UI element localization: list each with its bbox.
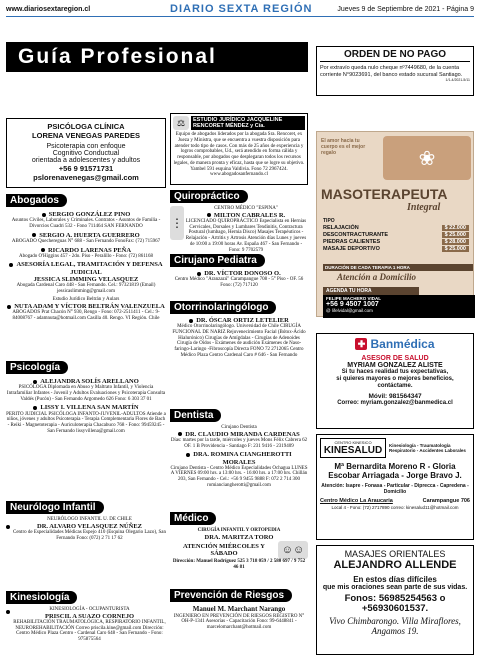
- psicologa-ad: [6, 118, 166, 188]
- psychologist-name: ALEJANDRA SOLÍS ARELLANO: [40, 378, 139, 385]
- riesgos-heading: Prevención de Riesgos: [170, 589, 292, 602]
- bullet-icon: [186, 453, 190, 457]
- medico-heading: Médico: [170, 512, 216, 525]
- kinesalud-center: Centro Médico La Araucaria: [320, 498, 393, 505]
- medico-attention: ATENCIÓN MIÉRCOLES Y SÁBADO: [183, 542, 265, 557]
- banmedica-line: Si tu haces realidad tus expectativas,: [341, 369, 449, 375]
- masajes-line: En estos días difíciles: [353, 575, 437, 584]
- lawyer-firm: ASESORÍA LEGAL, TRAMITACIÓN Y DEFENSA JUDICIAL: [16, 261, 163, 276]
- psicologa-title: PSICÓLOGA CLÍNICA: [47, 122, 125, 131]
- maso-price: $ 25.000: [442, 232, 469, 238]
- orden-no-pago-ad: [316, 46, 474, 96]
- banmedica-line: contáctame.: [377, 383, 413, 390]
- bullet-icon: [32, 233, 36, 237]
- bullet-icon: [189, 319, 193, 323]
- dentista-heading: Dentista: [170, 409, 221, 422]
- neurologo-title: NEURÓLOGO INFANTIL U. DE CHILE: [47, 517, 132, 522]
- bullet-icon: [7, 305, 11, 309]
- page-title: Guía Profesional: [6, 42, 308, 72]
- masajes-name: ALEJANDRO ALLENDE: [333, 559, 457, 571]
- banmedica-email: Correo: myriam.gonzalez@banmedica.cl: [337, 399, 453, 406]
- lawyer-name: SERGIO GONZÁLEZ PINO: [48, 211, 131, 218]
- psicologa-line: orientada a adolescentes y adultos: [31, 157, 141, 164]
- firm-name: Estudio Jurídico Beltrán y Aulars: [52, 297, 120, 303]
- maso-duration: DURACIÓN DE CADA TERAPIA 1 HORA: [323, 264, 473, 271]
- lawyer-info: Abogado O'Higgins 457 - 2do. Piso - Peralillo - Fono: (72) 861168: [18, 253, 154, 259]
- bullet-icon: [42, 213, 46, 217]
- maso-agenda: AGENDA TU HORA: [323, 287, 419, 295]
- psicologa-line: Cognitivo Conductual: [52, 150, 120, 157]
- maso-service: MASAJE DEPORTIVO: [323, 246, 380, 252]
- kinesalud-attention: Atención: Isapre - Fonasa - Particular - Diprecca - Capredena - Domicilio: [321, 483, 469, 496]
- maso-price-list: [323, 225, 469, 253]
- lawyer-info: Asuntos Civiles, Laborales y Criminales. Contratos - Asuntos de Familia - Divorcios Cuadri 532 - Fono 711464 SAN FERNANDO: [11, 218, 161, 229]
- banmedica-heading: ASESOR DE SALUD: [361, 355, 429, 362]
- site-url[interactable]: www.diariosextaregion.cl: [6, 6, 91, 13]
- maso-title: MASOTERAPEUTA: [321, 186, 448, 202]
- quiro-center: CENTRO MÉDICO "ESPINA": [214, 206, 278, 211]
- psychologist-info: PERITO JUDICIAL PSICÓLOGA INFANTO-JUVENIL-ADULTOS Atiende a niños, jóvenes y adultos Psicoterapia - Terapia Complementaria Flores de Bach - Reiki - Magnetoterapia - Auriculoterapia Chacabuco 768 - Fono: 99459245 - San Fernando lissyvillena@gmail.com: [6, 411, 166, 434]
- maso-instagram: @ lifelvidal@gmail.com: [326, 308, 373, 313]
- psychologist-name: LISSY I. VILLENA SAN MARTÍN: [40, 404, 139, 412]
- kinesalud-staff: Mª Bernardita Moreno R - Gloria Escobar Arriagada - Jorge Bravo J.: [328, 462, 462, 481]
- banmedica-mobile: Móvil: 981564347: [368, 392, 422, 400]
- maso-service: RELAJACIÓN: [323, 225, 359, 231]
- kine-title: KINESIOLOGÍA - OCUPANTURISTA: [49, 607, 130, 612]
- maso-phone: +56 9 4507 1007: [326, 301, 379, 308]
- maso-service: DESCONTRACTURANTE: [323, 232, 389, 238]
- maso-price: $ 22.000: [442, 225, 469, 231]
- riesgos-name: Manuel M. Marchant Narango: [192, 605, 286, 613]
- spine-icon: ⋮: [170, 206, 184, 240]
- maso-subtitle: Integral: [407, 202, 441, 213]
- otorrino-name: DR. ÓSCAR ORTIZ LETELIER: [196, 317, 289, 324]
- kine-name: PRISCIL A SUAZO CORNEJO: [44, 612, 135, 620]
- dentista-name: DR. CLAUDIO MIRANDA CARDENAS: [185, 430, 300, 438]
- kinesalud-services: Kinesiología - Traumatología Respiratorio - Accidentes Laborales: [389, 443, 466, 453]
- lawyer-name: JESSICA SLIMMING VELASQUEZ: [33, 275, 139, 283]
- bullet-icon: [6, 525, 10, 529]
- bullet-icon: [33, 406, 37, 410]
- maso-price: $ 28.000: [442, 239, 469, 245]
- psicologa-email: pslorenavenegas@gmail.com: [33, 173, 139, 182]
- bullet-icon: [9, 263, 13, 267]
- kinesalud-pre: CENTRO KINESICO: [334, 440, 372, 445]
- masajes-orientales-ad: [316, 545, 474, 655]
- banmedica-name: MYRIAM GONZALEZ ALISTE: [347, 362, 443, 369]
- kinesalud-logo: KINESALUD: [323, 445, 383, 456]
- lawyer-name: RICARDO LARENAS PEÑA: [47, 246, 132, 254]
- maso-table-header: TIPO: [323, 218, 335, 224]
- neurologo-info: Centro de Especialidades Médicas Espejo 410 (Esquina Olegario Lazo), San Fernando Fono: (072) 2 71 17 62: [13, 529, 167, 541]
- lawyer-info: ABOGADO Quechereguas N° 688 - San Fernando FonoFax: (72) 715967: [11, 238, 161, 244]
- quiropractico-section: [170, 186, 308, 253]
- psychologist-info: PSICÓLOGA Diplomada en Abuso y Maltrato Infantil, y Violencia Intrafamiliar Infantes - Juvenil y Adultos Evaluaciones y Psicoterapia Consulta Valdés (Pucón) - San Fernando Argomedo 626 Fono: 6 303 37 01: [6, 385, 166, 402]
- juridico-text: Equipo de abogados liderados por la abogada Sra. Rencoret, ex Jueza y Ministra, que se encuentra a vuestra disposición para atender todo tipo de casos. Con más de 25 años de experiencia y logros comprobables, Ud., será atendido en forma cálida y responsable, por abogados que desplegaran todos los recursos legales, de manera pronta y eficaz, hasta que se logre su objetivo.: [173, 132, 305, 166]
- bullet-icon: [41, 248, 45, 252]
- children-icon: ☺☺: [278, 541, 308, 559]
- psicologa-phone: +56 9 91571731: [58, 164, 114, 173]
- quiropractico-heading: Quiropráctico: [170, 190, 248, 203]
- psicologa-name: LORENA VENEGAS PAREDES: [32, 131, 140, 140]
- psicologia-section: [6, 357, 166, 447]
- cirujano-section: [170, 250, 308, 294]
- psicologa-line: Psicoterapia con enfoque: [46, 143, 126, 150]
- cirujano-name: DR. VÍCTOR DONOSO O.: [204, 270, 281, 277]
- massage-photo-icon: ❀: [383, 136, 471, 180]
- medico-title: CIRUGÍA INFANTIL Y ORTOPEDIA: [197, 528, 281, 533]
- orden-heading: ORDEN DE NO PAGO: [320, 49, 470, 62]
- banmedica-cross-icon: ✚: [355, 338, 367, 350]
- otorrino-heading: Otorrinolaringólogo: [170, 301, 276, 314]
- kinesalud-contact: Local 4 - Fono: (72) 2717890 correo: kinesalud11@hotmail.com: [331, 505, 459, 511]
- masajes-line: que mis oraciones sean parte de sus vidas.: [322, 584, 468, 591]
- juridico-contact: Yambel 591 esquina Valdivia. Fono 72 2967424. www.abogadosanfernando.cl: [190, 166, 288, 178]
- lawyer-info: ABOGADOS Prat Chacón N° 930, Rengo - Fono: 072-2511411 - Cel.: 9-84008767 - adamnuta@hotmail.com Casilla 40. Rengo. VI Región. Chile: [12, 310, 160, 321]
- dentista-info-2: Cirujano Dentista - Centro Médico Especialidades Ochagua LUNES A VIERNES 09:00 hrs. a 13:00 hrs. - 16:00 hrs. a 17:00 hrs. Chillán 203, San Fernando - Cel.: +56 9 9455 9888 F: 072 2 714 300 romianciangherotti@gmail.com: [170, 465, 308, 488]
- masoterapeuta-ad: [316, 131, 474, 317]
- maso-price: $ 25.000: [442, 246, 469, 252]
- otorrino-info: Médico Otorrinolaringólogo. Universidad de Chile CIRUGÍA FUNCIONAL DE NARIZ Rejuvenecimiento Facial (Bótox-Ácido Hialurónico) Cirugías de Amígdalas - Cirugías de Adenoides Cirugía de Oídos - Exámenes de audición Exámenes de Naso-faringo-Laringo -Fibroscopía Directa FONO 72 2712065 Centro Médico Plaza Centro Cardenal Caro # 646 - San Fernando: [172, 324, 306, 358]
- medico-section: [170, 508, 308, 580]
- masajes-heading: MASAJES ORIENTALES: [344, 549, 446, 559]
- juridico-heading: ESTUDIO JURÍDICO JACQUELINE RENCORET MÉNDEZ y Cía.: [191, 116, 305, 130]
- issue-date: Jueves 9 de Septiembre de 2021 - Página 9: [337, 6, 474, 13]
- bullet-icon: [6, 610, 10, 614]
- medico-info: Dirección: Manuel Rodríguez 525 3 718 059 / 2 580 697 / 9 752 46 81: [172, 558, 306, 570]
- neurologo-name: DR. ALVARO VELASQUEZ NÚÑEZ: [37, 522, 142, 530]
- banmedica-ad: [316, 333, 474, 429]
- abogados-section: [6, 190, 166, 355]
- maso-service: PIEDRAS CALIENTES: [323, 239, 381, 245]
- masthead: DIARIO SEXTA REGIÓN: [170, 3, 313, 15]
- lawyer-name: SERGIO A. HUERTA GUERRERO: [39, 231, 140, 239]
- lawyer-info: Abogada Cardenal Caro 448 - San Fernando. Cel.: 97321819 (Email) jessicaslimming@gmail.com: [16, 282, 156, 294]
- otorrino-section: [170, 297, 308, 402]
- kine-info: REHABILITACIÓN TRAUMATOLÓGICA, RESPIRATORIO INFANTIL, NEUROREHABILITACIÓN Correo priscila.kine@gmail.com Dirección: Centro Médico Plaza Centro - Cardenal Caro 648 - San Fernando - Fono: 975875564: [13, 619, 166, 643]
- dentista-section: [170, 405, 308, 505]
- cirujano-info: Centro Médico "Aranzazú" Carampangue 708 - 5° Piso - OF. 56 Fono: (72) 717120: [174, 277, 304, 288]
- masajes-address: Vivo Chimbarongo. Villa Miraflores, Angamos 19.: [329, 615, 461, 636]
- bullet-icon: [197, 272, 201, 276]
- estudio-juridico-ad: [170, 113, 308, 185]
- maso-domicilio: Atención a Domicilio: [337, 272, 417, 282]
- bullet-icon: [207, 213, 211, 217]
- medico-name: DRA. MARITZA TORO: [204, 533, 274, 541]
- orden-text: Por extravío queda nulo cheque nº7449680, de la cuenta corriente N°9023691, del banco estado sucursal Santiago.: [320, 65, 463, 78]
- maso-contact-bar: [323, 295, 475, 318]
- quiro-name: MILTON CABRALES R.: [213, 211, 286, 219]
- dentista-title: Cirujano Dentista: [221, 425, 257, 430]
- dentista-name-2: DRA. ROMINA CIANGHEROTTI MORALES: [193, 451, 292, 466]
- maso-contact: FELIPE MACHERO VIDAL: [326, 296, 382, 301]
- neurologo-heading: Neurólogo Infantil: [6, 501, 104, 514]
- header-rule: [6, 16, 474, 17]
- lawyer-name: NUTA ADAM Y VÍCTOR BELTRÁN VALENZUELA: [14, 303, 165, 311]
- scales-icon: ⚖: [173, 116, 189, 130]
- quiro-info: LICENCIADO QUIROPRÁCTICO Especialista en Hernias Cervicales, Dorsales y Lumbares Tendinitis, Contractura Postural (lumbago, Hernia Disco) Masajes Terapéuticos - Relajación - Artritis y Artrosis Atención días Lunes y jueves de 10:00 a 19:00 horas Av. España 467 - San Fernando - Fono: 9 7702579: [185, 218, 307, 253]
- bullet-icon: [178, 432, 182, 436]
- masajes-phones: Fonos: 56985254563 o +56930601537.: [344, 593, 446, 615]
- kinesalud-address: Carampangue 706: [422, 498, 470, 505]
- kinesiologia-section: [6, 587, 166, 657]
- banmedica-line: si quieres mayores o mejores beneficios,: [336, 376, 454, 383]
- abogados-heading: Abogados: [6, 194, 67, 207]
- cirujano-heading: Cirujano Pediatra: [170, 254, 265, 267]
- dentista-info: Días: martes por la tarde, miércoles y jueves Mons Félix Cabrera 62 OF. 1 B Providencia - Santiago F: 231 9416 - 2319409: [170, 437, 308, 449]
- neurologo-section: [6, 497, 166, 557]
- psicologia-heading: Psicología: [6, 361, 68, 374]
- kinesalud-ad: [316, 434, 474, 540]
- maso-kicker: El amor hacia tu cuerpo es el mejor regalo: [321, 138, 366, 156]
- riesgos-info: INGENIERO EN PREVENCIÓN DE RIESGOS REGISTRO N° OH-P-1341 Asesorías - Capacitación Fono: 99-6448841 - marcelomarchant@hotmail.com: [173, 613, 305, 631]
- bullet-icon: [33, 380, 37, 384]
- riesgos-section: [170, 585, 308, 651]
- kinesiologia-heading: Kinesiología: [6, 591, 77, 604]
- orden-ref: 1/1-4/2021-5/11: [445, 78, 470, 83]
- banmedica-logo: Banmédica: [370, 337, 435, 351]
